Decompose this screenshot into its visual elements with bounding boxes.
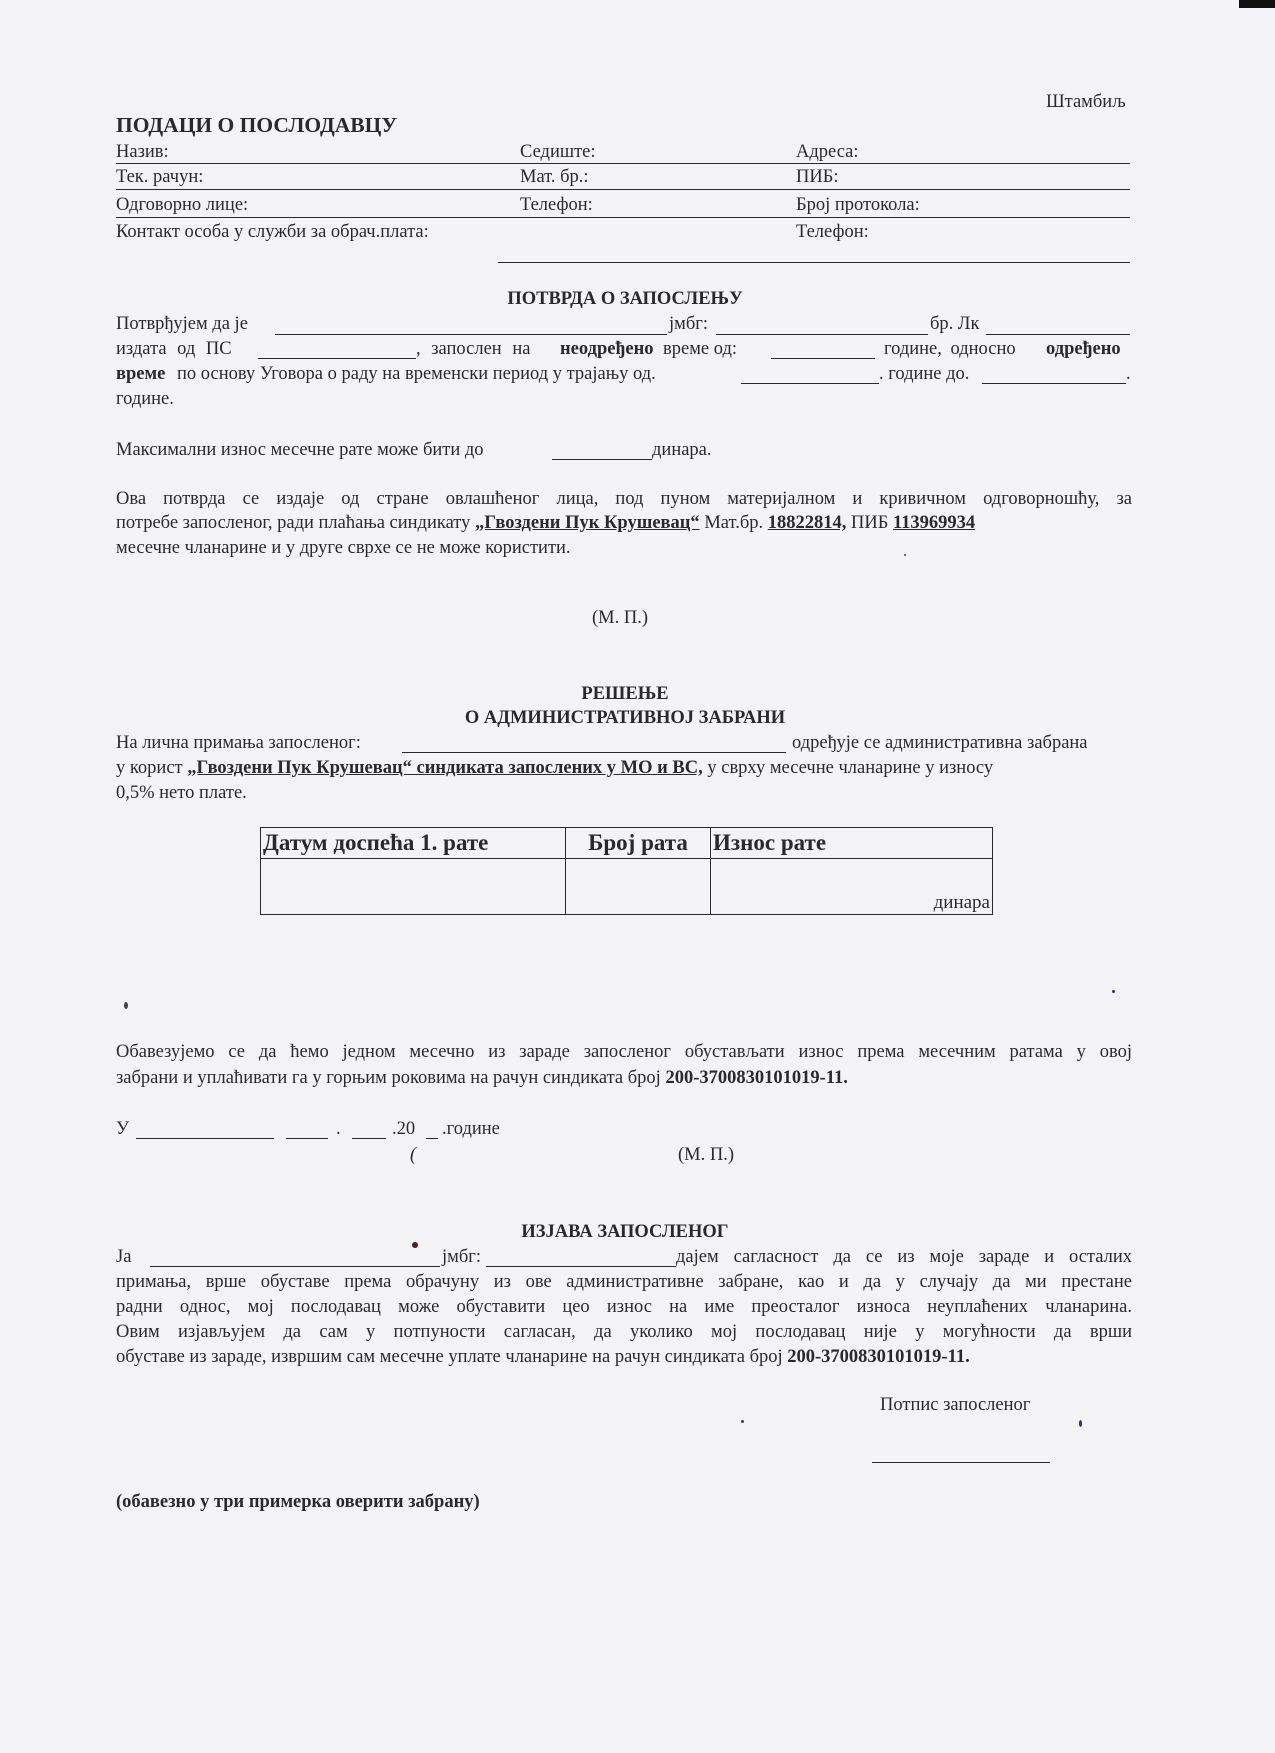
employer-heading: ПОДАЦИ О ПОСЛОДАВЦУ (116, 113, 398, 137)
conf-p1-l2 (116, 513, 975, 534)
conf-p1-l2-a: потребе запосленог, ради плаћања синдикату (116, 513, 471, 533)
dec-l2-a: у корист (116, 758, 183, 778)
conf-p1-l3: месечне чланарине и у друге сврхе се не може користити. (116, 538, 571, 558)
employer-contact-label: Контакт особа у служби за обрач.плата: (116, 222, 429, 242)
place-u: У (116, 1119, 130, 1139)
employer-contact-line[interactable] (498, 262, 1130, 263)
scan-speck (1079, 1420, 1082, 1427)
cell-installment-count[interactable] (566, 859, 711, 915)
signature-label: Потпис запосленог (880, 1395, 1031, 1415)
employer-regno-label: Мат. бр.: (520, 167, 589, 187)
dec-employee-line[interactable] (402, 752, 786, 753)
dec-oblig-l1: Обавезујемо се да ћемо једном месечно из зараде запосленог обустављати износ према месечним ратама у овој (116, 1042, 1132, 1062)
conf-l3-d: . (1126, 364, 1131, 384)
cell-installment-amount[interactable] (711, 859, 993, 915)
dec-union-name: „Гвоздени Пук Крушевац“ синдиката запослених у МО и ВС, (187, 758, 703, 778)
place-godine: .године (442, 1119, 500, 1139)
employer-seat-label: Седиште: (520, 142, 596, 162)
employer-row1-line[interactable] (116, 163, 1130, 164)
scan-speck (741, 1420, 744, 1423)
scan-speck (1112, 990, 1115, 993)
dec-l1-a: На лична примања запосленог: (116, 733, 361, 753)
paren-mark: ( (410, 1145, 417, 1165)
employer-responsible-label: Одговорно лице: (116, 195, 249, 215)
conf-l3-c: . године до. (879, 364, 970, 384)
conf-l4: године. (116, 389, 174, 409)
conf-until-line[interactable] (982, 383, 1126, 384)
conf-l2-definite: одређено (1046, 339, 1121, 359)
place-dot: . (336, 1119, 341, 1139)
dec-l2-b: у сврху месечне чланарине у износу (707, 758, 994, 778)
employer-phone-label: Телефон: (520, 195, 593, 215)
union-account-no: 200-3700830101019-11. (665, 1068, 848, 1088)
conf-l2-a: издата од ПС (116, 339, 232, 359)
conf-lk-line[interactable] (986, 334, 1130, 335)
conf-jmbg-line[interactable] (716, 334, 928, 335)
conf-p1-l2-c: ПИБ (850, 513, 889, 533)
conf-max-a: Максимални износ месечне рате може бити до (116, 440, 484, 460)
conf-p1-l1: Ова потврда се издаје од стране овлашћеног лица, под пуном материјалном и кривичном одговорношћу, за (116, 489, 1132, 509)
stmt-account-no: 200-3700830101019-11. (787, 1347, 970, 1367)
col-installment-amount: Износ рате (711, 828, 993, 859)
stmt-jmbg-line[interactable] (486, 1266, 676, 1267)
decision-seal: (М. П.) (678, 1145, 735, 1165)
stmt-l1-b: јмбг: (442, 1247, 481, 1267)
currency-label: динара (933, 892, 990, 913)
employer-protocol-label: Број протокола: (796, 195, 920, 215)
employer-row3-line[interactable] (116, 217, 1130, 218)
employer-address-label: Адреса: (796, 142, 859, 162)
employer-contact-phone-label: Телефон: (796, 222, 869, 242)
dec-l3: 0,5% нето плате. (116, 783, 247, 803)
conf-l1-a: Потврђујем да је (116, 314, 248, 334)
stmt-l1-a: Ја (116, 1247, 132, 1267)
scan-speck (412, 1242, 418, 1248)
conf-l2-d: време од: (663, 339, 738, 359)
conf-max-b: динара. (652, 440, 712, 460)
installment-table (260, 827, 993, 915)
stmt-l3: радни однос, мој послодавац може обуставити цео износ на име преосталог износа неуплаћених чланарина. (116, 1297, 1132, 1317)
place-line[interactable] (136, 1138, 274, 1139)
month-line[interactable] (352, 1138, 386, 1139)
place-year: .20 (392, 1119, 416, 1139)
conf-l3-a: време (116, 364, 166, 384)
dec-l1-b: одређује се административна забрана (792, 733, 1088, 753)
employer-row2-line[interactable] (116, 189, 1130, 190)
employer-pib-label: ПИБ: (796, 167, 839, 187)
conf-from-line[interactable] (771, 358, 875, 359)
confirmation-heading: ПОТВРДА О ЗАПОСЛЕЊУ (507, 289, 743, 309)
stamp-label: Штамбиљ (1046, 92, 1126, 112)
stmt-name-line[interactable] (150, 1266, 440, 1267)
col-installment-count: Број рата (566, 828, 711, 859)
union-name: „Гвоздени Пук Крушевац“ (475, 513, 700, 533)
conf-period-line[interactable] (741, 383, 879, 384)
col-first-due-date: Датум доспећа 1. рате (261, 828, 566, 859)
year-line[interactable] (426, 1138, 438, 1139)
scan-speck (124, 1002, 128, 1009)
employer-name-label: Назив: (116, 142, 169, 162)
employer-account-label: Тек. рачун: (116, 167, 204, 187)
stmt-l2: примања, врше обуставе према обрачуну из ове административне забране, као и да у случају да ми престане (116, 1272, 1132, 1292)
stmt-l1-c: дајем сагласност да се из моје зараде и осталих (676, 1247, 1132, 1267)
conf-l1-b: јмбг: (669, 314, 708, 334)
stmt-l4: Овим изјављујем да сам у потпуности сагласан, да уколико мој послодавац није у могућности да врши (116, 1322, 1132, 1342)
conf-l3-b: по основу Уговора о раду на временски период у трајању од. (177, 364, 656, 384)
conf-l2-indefinite: неодређено (560, 339, 654, 359)
day-line[interactable] (286, 1138, 328, 1139)
cell-first-due-date[interactable] (261, 859, 566, 915)
union-pib: 113969934 (892, 513, 976, 533)
conf-p1-l2-b: Мат.бр. (704, 513, 764, 533)
conf-ps-line[interactable] (258, 358, 416, 359)
conf-l1-c: бр. Лк (930, 314, 980, 334)
dec-oblig-l2-a: забрани и уплаћивати га у горњим роковима на рачун синдиката број (116, 1068, 661, 1088)
union-reg-no: 18822814, (767, 513, 847, 533)
conf-l2-e: године, односно (884, 339, 1016, 359)
decision-heading1: РЕШЕЊЕ (581, 684, 669, 704)
decision-heading2: О АДМИНИСТРАТИВНОЈ ЗАБРАНИ (464, 708, 786, 728)
conf-max-line[interactable] (552, 459, 652, 460)
conf-seal: (М. П.) (592, 608, 649, 628)
scan-edge-mark (1239, 0, 1275, 8)
statement-heading: ИЗЈАВА ЗАПОСЛЕНОГ (521, 1222, 729, 1242)
conf-name-line[interactable] (275, 334, 667, 335)
scan-speck (904, 554, 906, 556)
footer-note: (обавезно у три примерка оверити забрану) (116, 1492, 480, 1512)
signature-line[interactable] (872, 1462, 1050, 1463)
conf-l2-b: , запослен на (416, 339, 531, 359)
stmt-l5-a: обуставе из зараде, извршим сам месечне уплате чланарине на рачун синдиката број (116, 1347, 783, 1367)
